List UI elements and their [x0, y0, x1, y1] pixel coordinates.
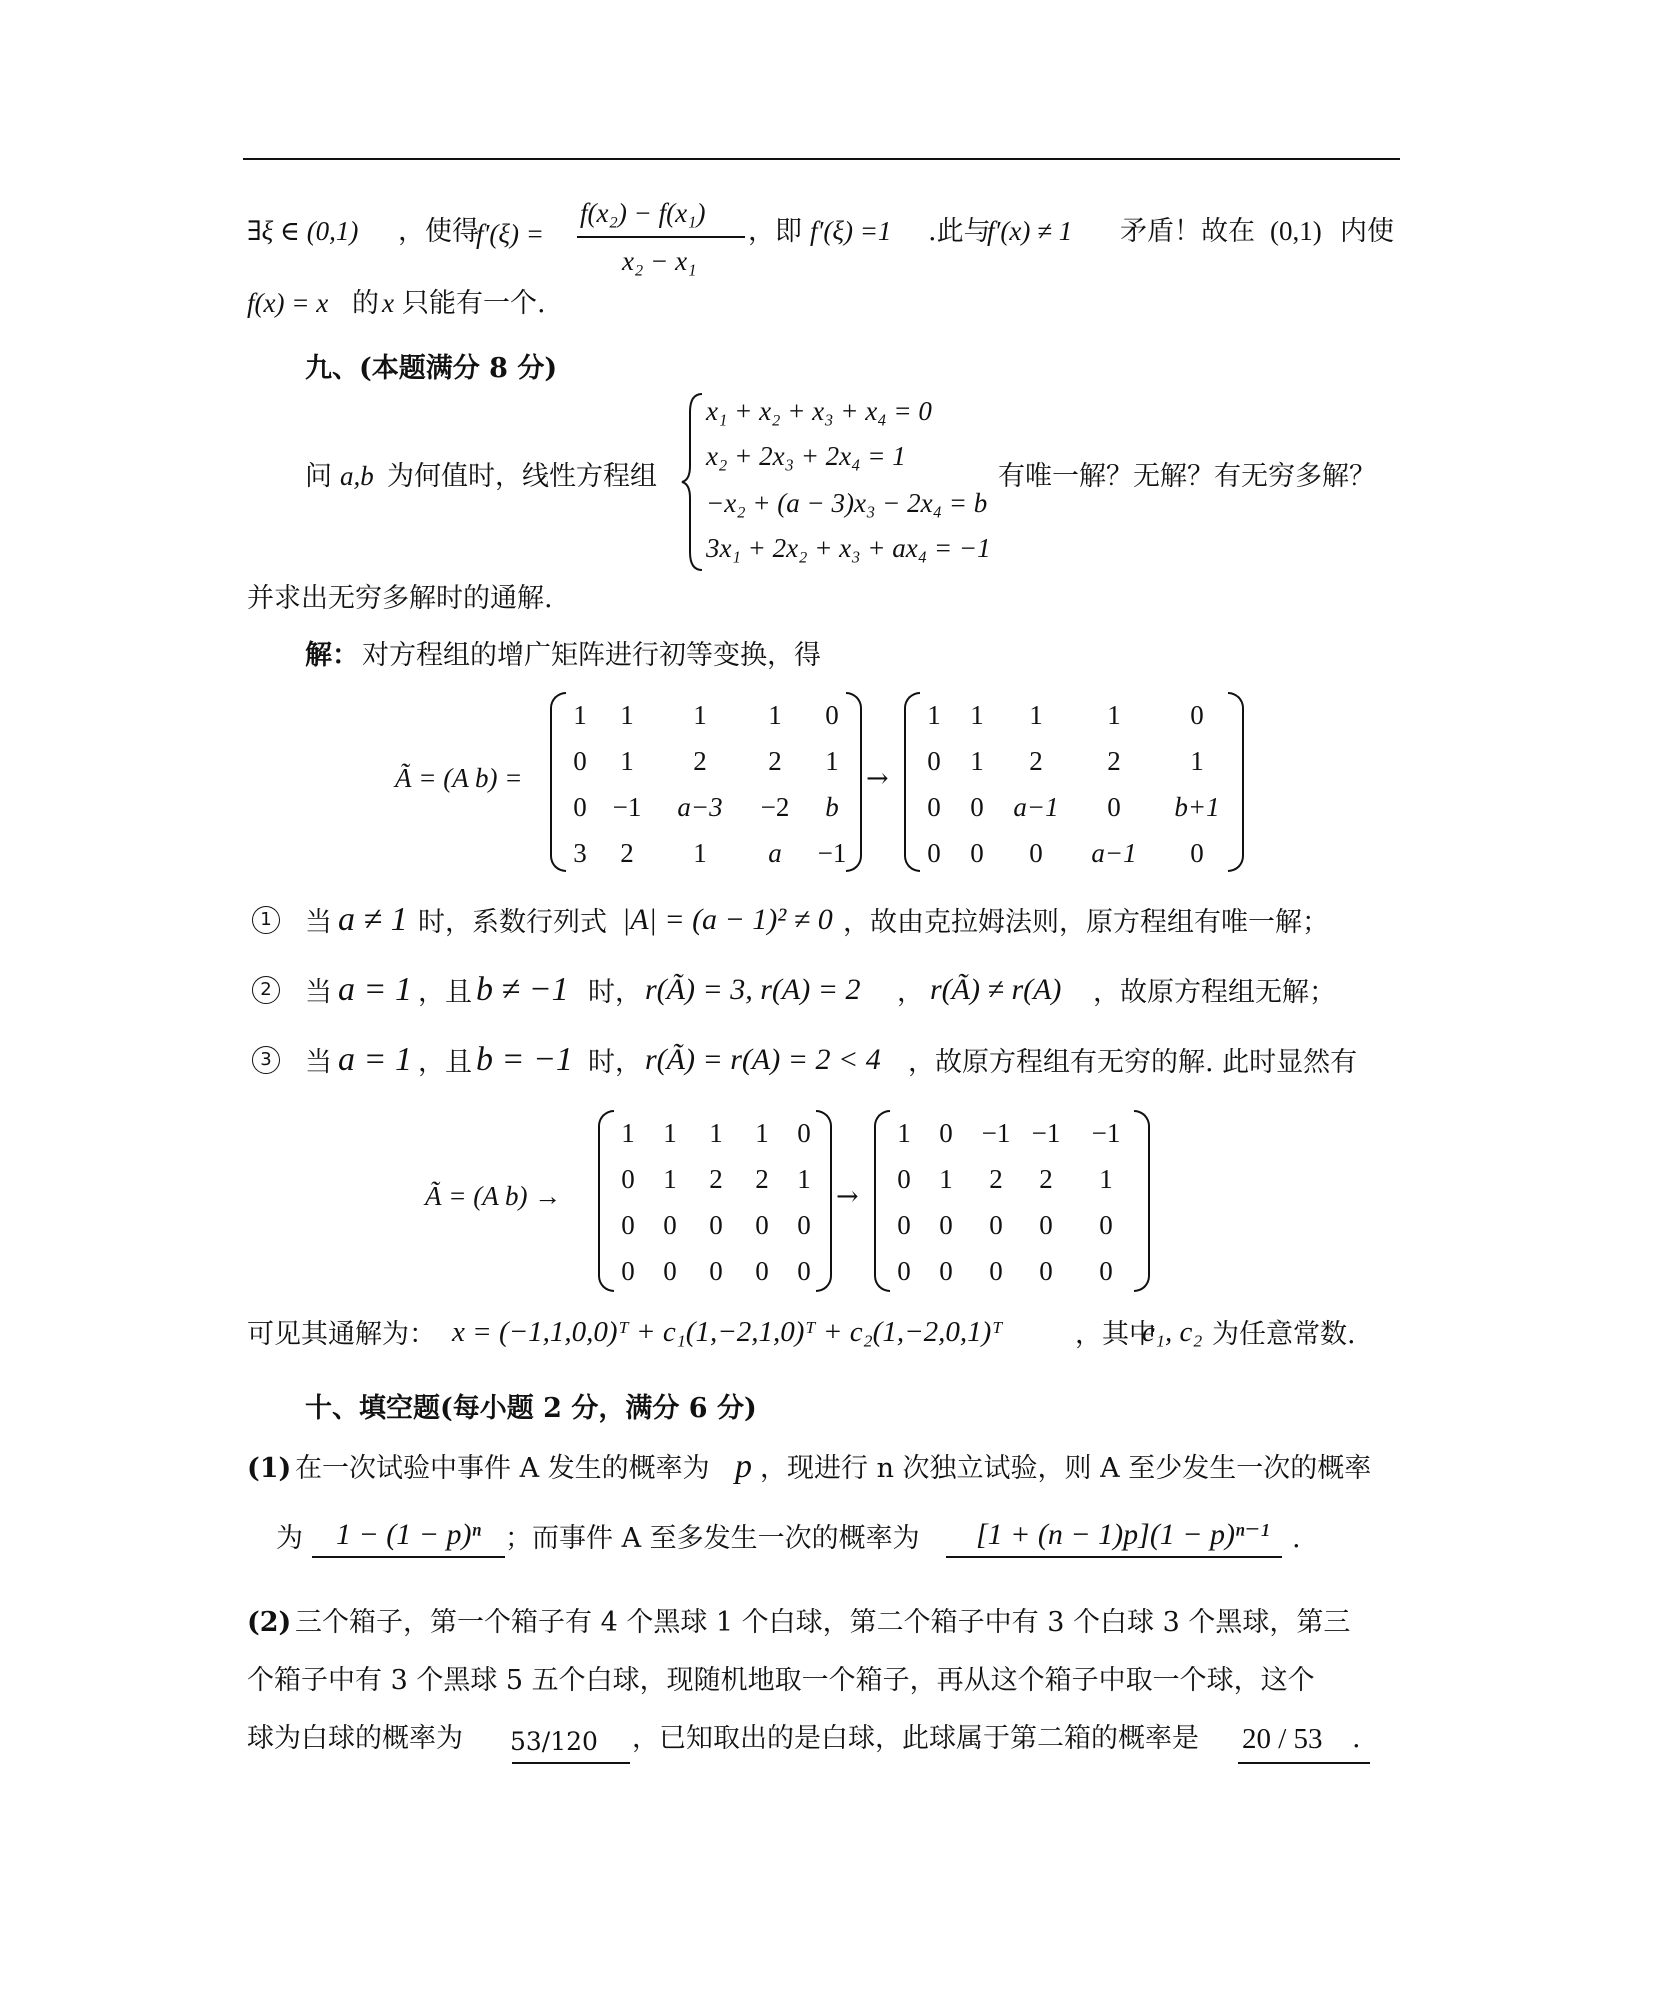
solution-label: 解： [305, 640, 359, 671]
matrix-cell: 0 [897, 1210, 911, 1240]
matrix-cell: 2 [1107, 746, 1121, 776]
case-2-condition-b: b ≠ −1 [476, 971, 569, 1008]
text-unique: 只能有一个. [402, 288, 546, 319]
matrix-cell: a−1 [1013, 792, 1059, 822]
matrix-cell: 0 [1190, 838, 1204, 868]
matrix-cell: 0 [621, 1164, 635, 1194]
case-3-condition-b: b = −1 [476, 1041, 573, 1078]
case-2-comma: ， [897, 977, 924, 1008]
matrix-cell: 0 [1107, 792, 1121, 822]
matrix-cell: 0 [970, 838, 984, 868]
case-3-ranks: r(Ã) = r(A) = 2 < 4 [645, 1043, 881, 1076]
matrix-cell: 0 [755, 1256, 769, 1286]
q10-1-blank-1[interactable] [312, 1556, 505, 1558]
matrix-cell: b+1 [1174, 792, 1220, 822]
q10-1-answer-2: [1 + (n − 1)p](1 − p)ⁿ⁻¹ [976, 1518, 1270, 1551]
equation-1: x₁ + x₂ + x₃ + x₄ = 0 [706, 396, 932, 426]
interval: (0,1) [1270, 216, 1322, 246]
matrix-cell: 2 [989, 1164, 1003, 1194]
matrix-cell: 1 [620, 746, 634, 776]
matrix-cell: 1 [621, 1118, 635, 1148]
q10-2-end: . [1352, 1723, 1361, 1754]
case-2-shi: 时， [588, 977, 642, 1008]
matrix-cell: 2 [709, 1164, 723, 1194]
augmented-lhs: Ã = (A b) = [395, 763, 523, 793]
q9-ask-mid: 为何值时，线性方程组 [387, 461, 657, 492]
case-2-and: ，且 [418, 977, 472, 1008]
case-1-condition: a ≠ 1 [338, 901, 408, 938]
q10-2-answer-1: 53/120 [510, 1727, 598, 1756]
text-contradict: .此与 [928, 216, 991, 247]
matrix-cell: 1 [693, 838, 707, 868]
matrix-cell: a−1 [1091, 838, 1137, 868]
matrix-cell: 0 [663, 1210, 677, 1240]
case-3-condition-a: a = 1 [338, 1041, 412, 1078]
matrix-cell: a [768, 838, 782, 868]
case-1-determinant: |A| = (a − 1)² ≠ 0 [622, 903, 833, 936]
matrix-cell: −1 [1031, 1118, 1061, 1148]
matrix-cell: 1 [970, 746, 984, 776]
matrix-cell: 0 [797, 1118, 811, 1148]
q10-1-p: p [735, 1448, 752, 1485]
q9-ask-prefix: 问 [305, 461, 332, 492]
case-2-rank-ne: r(Ã) ≠ r(A) [930, 973, 1062, 1006]
general-suffix: 为任意常数. [1212, 1319, 1356, 1350]
matrix-cell: −2 [760, 792, 790, 822]
q10-2-text3: 球为白球的概率为 [247, 1723, 463, 1754]
q10-1-text3: ；而事件 A 至多发生一次的概率为 [505, 1523, 920, 1554]
matrix-cell: 0 [927, 838, 941, 868]
fraction-denominator: x₂ − x₁ [622, 246, 697, 276]
matrix-cell: 0 [927, 792, 941, 822]
matrix-cell: 2 [620, 838, 634, 868]
case-1-text2: ，故由克拉姆法则，原方程组有唯一解； [843, 907, 1329, 938]
matrix-cell: 0 [1029, 838, 1043, 868]
text-contradict2: 矛盾！故在 [1120, 216, 1255, 247]
text-de: 的 [352, 288, 379, 319]
var-x: x [382, 288, 394, 318]
equation-4: 3x₁ + 2x₂ + x₃ + ax₄ = −1 [706, 533, 991, 563]
case-2-when: 当 [305, 977, 332, 1008]
matrix-cell: 1 [927, 700, 941, 730]
matrix-cell: 2 [1039, 1164, 1053, 1194]
matrix-cell: 0 [797, 1210, 811, 1240]
matrix-cell: 1 [1099, 1164, 1113, 1194]
text-ie: ，即 [748, 216, 802, 247]
matrix-cell: 0 [927, 746, 941, 776]
matrix-cell: 1 [897, 1118, 911, 1148]
matrix-cell: 0 [573, 746, 587, 776]
q10-heading: 十、填空题(每小题 2 分，满分 6 分) [305, 1393, 757, 1424]
matrix-cell: 0 [939, 1256, 953, 1286]
q10-2-answer-2: 20 / 53 [1242, 1723, 1323, 1755]
arrow-1: → [866, 763, 889, 794]
q10-1-end: . [1292, 1523, 1301, 1554]
q10-2-blank-2[interactable] [1238, 1762, 1370, 1764]
q10-2-number: (2) [247, 1607, 292, 1638]
matrix-cell: 0 [939, 1118, 953, 1148]
q10-1-wei: 为 [276, 1523, 303, 1554]
matrix-cell: 0 [825, 700, 839, 730]
case-3-text: ，故原方程组有无穷的解. 此时显然有 [908, 1047, 1358, 1078]
matrix-cell: 2 [768, 746, 782, 776]
matrix-cell: 2 [1029, 746, 1043, 776]
matrix-cell: 0 [989, 1256, 1003, 1286]
matrix-cell: 1 [1029, 700, 1043, 730]
matrix-cell: 0 [663, 1256, 677, 1286]
q10-1-number: (1) [247, 1453, 292, 1484]
q10-2-blank-1[interactable] [512, 1762, 630, 1764]
case-1-marker: 1 [252, 906, 280, 934]
matrix-cell: 1 [709, 1118, 723, 1148]
fprime-ne1: f′(x) ≠ 1 [987, 216, 1073, 246]
matrix-cell: 0 [709, 1256, 723, 1286]
q10-2-line2: 个箱子中有 3 个黑球 5 五个白球，现随机地取一个箱子，再从这个箱子中取一个球，这个 [247, 1665, 1315, 1696]
matrix-cell: 1 [768, 700, 782, 730]
fprime-eq1: f′(ξ) =1 [810, 216, 892, 246]
matrix-cell: 0 [797, 1256, 811, 1286]
matrix-cell: 1 [573, 700, 587, 730]
q9-ask-line2: 并求出无穷多解时的通解. [247, 583, 553, 614]
matrix-cell: 1 [755, 1118, 769, 1148]
case-1-when: 当 [305, 907, 332, 938]
matrix-cell: 0 [1039, 1210, 1053, 1240]
exists-xi: ∃ξ ∈ (0,1) [247, 216, 359, 246]
matrix-cell: 0 [989, 1210, 1003, 1240]
matrix-cell: 1 [663, 1118, 677, 1148]
case-2-ranks: r(Ã) = 3, r(A) = 2 [645, 973, 861, 1006]
matrix-cell: −1 [612, 792, 642, 822]
solution-text: 对方程组的增广矩阵进行初等变换，得 [362, 640, 821, 671]
general-mid: ，其中 [1075, 1319, 1156, 1350]
matrix-cell: 1 [1190, 746, 1204, 776]
q10-1-blank-2[interactable] [946, 1556, 1282, 1558]
matrix-cell: b [825, 792, 839, 822]
matrix-cell: −1 [1091, 1118, 1121, 1148]
case-3-and: ，且 [418, 1047, 472, 1078]
q9-ask-suffix: 有唯一解？无解？有无穷多解？ [998, 461, 1376, 492]
matrix-cell: 0 [621, 1256, 635, 1286]
matrix-cell: −1 [981, 1118, 1011, 1148]
matrix-cell: −1 [817, 838, 847, 868]
matrix-cell: 0 [897, 1164, 911, 1194]
matrix-cell: 2 [693, 746, 707, 776]
q9-heading: 九、(本题满分 8 分) [305, 353, 558, 384]
fraction-numerator: f(x₂) − f(x₁) [580, 198, 706, 228]
q10-1-text2: ，现进行 n 次独立试验，则 A 至少发生一次的概率 [760, 1453, 1372, 1484]
matrix-cell: 0 [1099, 1256, 1113, 1286]
equation-2: x₂ + 2x₃ + 2x₄ = 1 [706, 441, 906, 471]
matrix-cell: 1 [620, 700, 634, 730]
case-2-text: ，故原方程组无解； [1093, 977, 1336, 1008]
matrix-cell: 1 [1107, 700, 1121, 730]
matrix-cell: 1 [693, 700, 707, 730]
matrix-cell: 0 [1039, 1256, 1053, 1286]
case-2-condition-a: a = 1 [338, 971, 412, 1008]
matrix-cell: 3 [573, 838, 587, 868]
matrix-cell: 0 [939, 1210, 953, 1240]
arrow-2: → [836, 1181, 859, 1212]
matrix-cell: 0 [573, 792, 587, 822]
matrix-cell: 0 [709, 1210, 723, 1240]
case-3-shi: 时， [588, 1047, 642, 1078]
matrix-cell: 1 [970, 700, 984, 730]
augmented-lhs-2: Ã = (A b) → [425, 1181, 562, 1211]
general-prefix: 可见其通解为： [247, 1319, 436, 1350]
case-3-when: 当 [305, 1047, 332, 1078]
matrix-cell: 0 [621, 1210, 635, 1240]
q10-1-text1: 在一次试验中事件 A 发生的概率为 [295, 1453, 710, 1484]
q10-2-line1: 三个箱子，第一个箱子有 4 个黑球 1 个白球，第二个箱子中有 3 个白球 3 个黑球，第三 [295, 1607, 1351, 1638]
q9-ab: a,b [340, 461, 374, 491]
case-2-marker: 2 [252, 976, 280, 1004]
matrix-cell: 1 [939, 1164, 953, 1194]
fprime-xi: f′(ξ) = [476, 219, 544, 249]
matrix-cell: 1 [825, 746, 839, 776]
q10-2-text4: ，已知取出的是白球，此球属于第二箱的概率是 [632, 1723, 1199, 1754]
equation-3: −x₂ + (a − 3)x₃ − 2x₄ = b [706, 488, 988, 518]
matrix-cell: a−3 [677, 792, 723, 822]
text-make: ，使得 [398, 216, 479, 247]
matrix-cell: 2 [755, 1164, 769, 1194]
matrix-cell: 1 [663, 1164, 677, 1194]
matrix-cell: 0 [755, 1210, 769, 1240]
matrix-cell: 0 [1099, 1210, 1113, 1240]
fx-eq-x: f(x) = x [247, 288, 329, 318]
case-3-marker: 3 [252, 1046, 280, 1074]
text-inside: 内使 [1340, 216, 1394, 247]
general-solution: x = (−1,1,0,0)ᵀ + c₁(1,−2,1,0)ᵀ + c₂(1,−2,0,1)ᵀ [452, 1316, 1003, 1348]
matrix-cell: 0 [1190, 700, 1204, 730]
general-constants: c₁, c₂ [1142, 1316, 1203, 1348]
matrix-cell: 0 [897, 1256, 911, 1286]
matrix-cell: 0 [970, 792, 984, 822]
matrix-cell: 1 [797, 1164, 811, 1194]
case-1-text1: 时，系数行列式 [418, 907, 607, 938]
q10-1-answer-1: 1 − (1 − p)ⁿ [336, 1518, 481, 1551]
